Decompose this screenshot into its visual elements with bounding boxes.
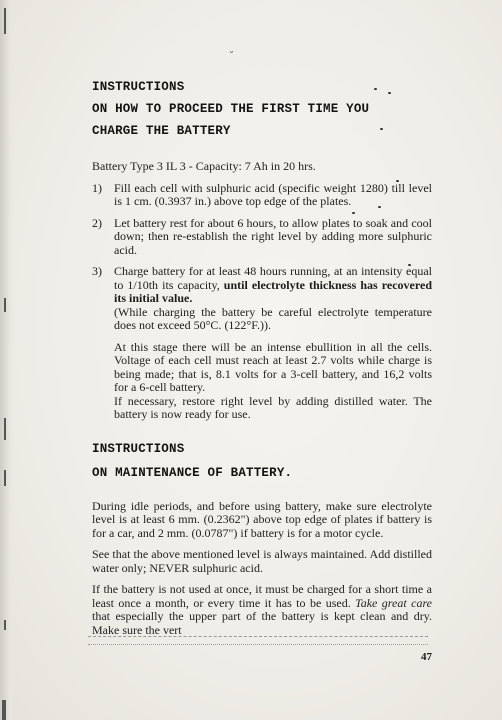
not-used-paragraph bbox=[92, 583, 432, 637]
idle-paragraph: During idle periods, and before using battery, make sure electrolyte level is at least 6 mm. (0.2362") above top edge of plates if battery is for a car, and 2 mm. (0.0787") if battery is for a motor cycle. bbox=[92, 498, 432, 540]
step-1 bbox=[92, 182, 432, 209]
step-text: Fill each cell with sulphuric acid (specific weight 1280) till level is 1 cm. (0.3937 in.) above top edge of the plates. bbox=[114, 180, 432, 208]
binding-mark bbox=[4, 620, 6, 630]
heading-instructions: INSTRUCTIONS bbox=[92, 80, 185, 94]
heading-charge: CHARGE THE BATTERY bbox=[92, 124, 231, 138]
footer-rule bbox=[88, 636, 428, 637]
binding-mark bbox=[4, 418, 6, 440]
not-used-text: If the battery is not used at once, it must be charged for a short time a least once a month, or every time it has to be used. bbox=[92, 582, 432, 610]
see-paragraph: See that the above mentioned level is always maintained. Add distilled water only; NEVER sulphuric acid. bbox=[92, 547, 432, 575]
battery-type: Battery Type 3 IL 3 - Capacity: 7 Ah in 20 hrs. bbox=[92, 159, 316, 173]
restore-paragraph: If necessary, restore right level by adding distilled water. The battery is now ready for use. bbox=[114, 393, 432, 421]
step-number: 3) bbox=[92, 264, 102, 278]
page-content bbox=[92, 76, 432, 637]
step-3 bbox=[92, 265, 432, 333]
not-used-italic: Take great care bbox=[355, 595, 432, 610]
binding-mark bbox=[2, 700, 6, 720]
stage-paragraph: At this stage there will be an intense ebullition in all the cells. Voltage of each cell must reach at least 2.7 volts while charge is being made; that is, 8.1 volts for a 3-cell battery, and 16,2 volts for a 6-cell battery. bbox=[114, 339, 432, 394]
step-text-bold: until electrolyte thickness has recovered its initial value. bbox=[114, 277, 432, 305]
page-number: 47 bbox=[421, 651, 432, 663]
heading-instructions-2: INSTRUCTIONS bbox=[92, 441, 185, 456]
step-text: Charge battery for at least 48 hours running, at an intensity equal to 1/10th its capacity, bbox=[114, 264, 432, 292]
heading-maintenance: ON MAINTENANCE OF BATTERY. bbox=[92, 465, 293, 480]
footer-rule bbox=[88, 644, 428, 645]
step-text: Let battery rest for about 6 hours, to allow plates to soak and cool down; then re-establish the right level by adding more sulphuric acid. bbox=[114, 215, 432, 257]
not-used-text-end: that especially the upper part of the battery is kept clean and dry. Make sure the vert bbox=[92, 609, 432, 637]
step-number: 2) bbox=[92, 215, 102, 230]
top-mark: ˘ bbox=[229, 51, 234, 62]
step-number: 1) bbox=[92, 180, 102, 195]
steps-list bbox=[92, 182, 432, 333]
step-2 bbox=[92, 217, 432, 258]
binding-mark bbox=[4, 298, 6, 312]
step-note: (While charging the battery be careful electrolyte temperature does not exceed 50°C. (122°F.)). bbox=[114, 304, 432, 332]
binding-mark bbox=[4, 8, 6, 34]
binding-mark bbox=[4, 470, 6, 486]
binding-edge bbox=[0, 0, 14, 720]
heading-first-time: ON HOW TO PROCEED THE FIRST TIME YOU bbox=[92, 102, 370, 116]
